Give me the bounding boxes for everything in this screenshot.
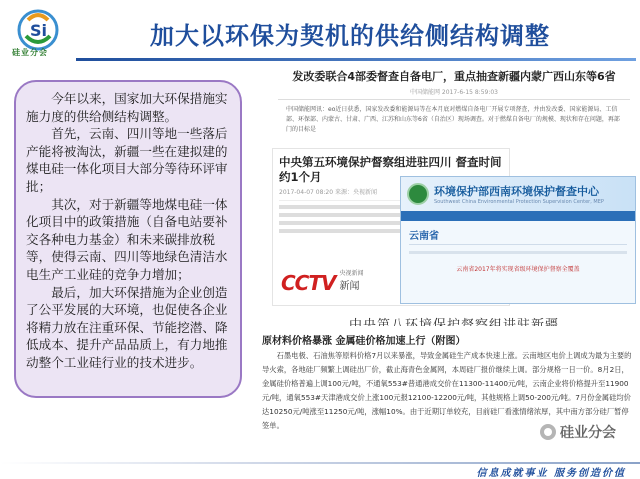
site-subtitle: Southwest China Environmental Protection Supervision Center, MEP [434, 199, 604, 205]
divider [278, 99, 630, 100]
paragraph-second: 其次，对于新疆等地煤电硅一体化项目中的政策措施（自备电站要补交各种电力基金）和未来碳排放税等，使得云南、四川等地绿色清洁水电生产工业硅的竞争力增加； [26, 196, 228, 282]
paragraph-last: 最后，加大环保措施为企业创造了公平发展的大环境，也促使各企业将精力放在注重环保、节能挖潜、降低成本、提升产品品质上，有力地推动整个工业硅行业的技术进步。 [26, 284, 228, 370]
page-title: 加大以环保为契机的供给侧结构调整 [150, 22, 550, 50]
logo-caption: 硅业分会 [12, 47, 48, 57]
summary-text-panel [14, 80, 242, 398]
cctv-news-logo [281, 268, 364, 295]
news-clipping-ndrc [272, 64, 636, 156]
footer-slogan: 信息成就事业 服务创造价值 [476, 468, 626, 479]
svg-text:Si: Si [30, 21, 48, 40]
divider [409, 244, 627, 245]
site-title: 环境保护部西南环境保护督查中心 [434, 185, 599, 198]
news-clipping-mep-southwest [400, 176, 636, 304]
wechat-watermark [534, 420, 622, 444]
clipping-body: 石墨电极、石油焦等原料价格7月以来暴涨，导致金属硅生产成本快速上涨。云南地区电价上调成为最为主要的导火索，各地硅厂频繁上调硅出厂价，截止海青色金属网，本周硅厂报价继续上调。部分规格一日一价。8月2日，金属硅价格普遍上调100元/吨，不通氧553#普通港成交价在11300-11400元/吨，云南企业将价格提升至11900元/吨，通氧553#天津港成交价上涨100元报12100-12200元/吨，其他规格上调50-200元/吨。7月份金属硅均价达10250元/吨涨至11250元/吨，涨幅10%。由于近期订单较充，目前硅厂看涨情绪浓厚，其中南方部分硅厂暂停签单。 [262, 351, 632, 430]
cctv-wordmark [281, 271, 335, 295]
clipping-headline: 原材料价格暴涨 金属硅价格加速上行（附图） [262, 336, 466, 347]
region-heading: 云南省 [409, 231, 439, 242]
wechat-icon [540, 424, 556, 440]
watermark-text: 硅业分会 [560, 425, 616, 441]
cctv-label: 央视新闻 [339, 270, 364, 277]
clipping-headline: 中央第五环境保护督察组进驻四川 督查时间约1个月 [279, 155, 502, 184]
paragraph-intro: 今年以来，国家加大环保措施实施力度的供给侧结构调整。 [26, 91, 228, 124]
site-header [401, 177, 635, 211]
header-divider [76, 58, 636, 61]
clipping-body: 中国储能网讯：eo近日获悉，国家发改委和能源局等在本月底对燃煤自备电厂开展专项督查，并由发改委、国家能源局、工信部、环保部、内蒙古、甘肃、广西、江苏和山东等6省（自治区）现场调查。对于燃煤自备电厂的规模、现状和存在问题，再部门的目标是 [286, 106, 620, 133]
clipping-meta: 2017-04-07 08:20 来源：央视新闻 [279, 189, 377, 196]
paragraph-first: 首先，云南、四川等地一些落后产能将被淘汰，新疆一些在建拟建的煤电硅一体化项目大部分等待环评审批； [26, 126, 228, 194]
site-nav-bar [401, 211, 635, 221]
text-placeholder-line [409, 251, 627, 254]
mep-emblem-icon [407, 183, 429, 205]
clipping-headline: 云南省2017年将实现省级环境保护督察全覆盖 [456, 266, 580, 273]
cctv-news-text: 新闻 [339, 281, 360, 292]
clipping-meta: 中国储能网 2017-6-15 8:59:03 [410, 89, 498, 96]
clipping-headline: 发改委联合4部委督查自备电厂，重点抽查新疆内蒙广西山东等6省 [292, 70, 616, 83]
cctv-logo-text: CCTV [281, 271, 336, 295]
